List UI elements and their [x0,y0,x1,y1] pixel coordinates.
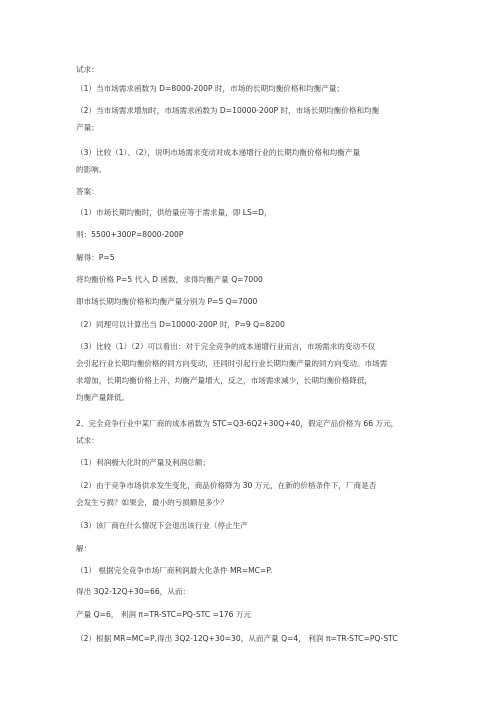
text-line: （1）当市场需求函数为 D=8000-200P 时，市场的长期均衡价格和均衡产量； [76,84,345,93]
text-line: 会发生亏损？如果会，最小的亏损额是多少？ [76,498,228,507]
text-line: （2）当市场需求增加时，市场需求函数为 D=10000-200P 时，市场长期均衡价格和均衡 [76,106,380,115]
text-line: 即市场长期均衡价格和均衡产量分别为 P=5 Q=7000 [76,297,258,306]
text-line: 解： [76,544,92,553]
text-line: 产量 Q=6， 利润 π=TR-STC=PQ-STC =176 万元 [76,610,252,619]
text-line: 求增加，长期均衡价格上升，均衡产量增大，反之，市场需求减少，长期均衡价格降低， [76,376,373,385]
text-line: （3）比较（1）、（2），说明市场需求变动对成本递增行业的长期均衡价格和均衡产量 [76,148,361,157]
text-line: （2）根据 MR=MC=P,得出 3Q2-12Q+30=30，从而产量 Q=4， 利润 π=TR-STC=PQ-STC [76,634,398,643]
text-line: 答案： [76,187,99,196]
text-line: 将均衡价格 P=5 代入 D 函数，求得均衡产量 Q=7000 [76,275,263,284]
text-line: 2、完全竞争行业中某厂商的成本函数为 STC=Q3-6Q2+30Q+40，假定产品价格为 66 万元， [76,419,399,428]
text-line: 产量； [76,123,99,132]
text-line: （1） 根据完全竞争市场厂商利润最大化条件 MR=MC=P. [76,566,273,575]
text-line: （1）市场长期均衡时，供给量应等于需求量，即 LS=D， [76,208,272,217]
text-line: 的影响。 [76,165,107,174]
text-line: 得出 3Q2-12Q+30=66，从而： [76,587,191,596]
text-line: 则：5500+300P=8000-200P [76,230,184,239]
text-line: （2）由于竞争市场供求发生变化，商品价格降为 30 万元，在新的价格条件下，厂商是否 [76,481,377,490]
text-line: 均衡产量降低。 [76,393,130,402]
text-line: 试求： [76,65,99,74]
text-line: （1）利润极大化时的产量及利润总额； [76,458,210,467]
text-line: （3）比较（1）（2）可以看出：对于完全竞争的成本递增行业而言，市场需求的变动不仅 [76,342,376,351]
text-line: 会引起行业长期均衡价格的同方向变动，还同时引起行业长期均衡产量的同方向变动。市场需 [76,359,388,368]
text-line: （3）该厂商在什么情况下会退出该行业（停止生产 [76,521,248,530]
text-line: （2）同理可以计算出当 D=10000-200P 时，P=9 Q=8200 [76,320,285,329]
text-line: 解得：P=5 [76,253,115,262]
text-line: 试求： [76,436,99,445]
